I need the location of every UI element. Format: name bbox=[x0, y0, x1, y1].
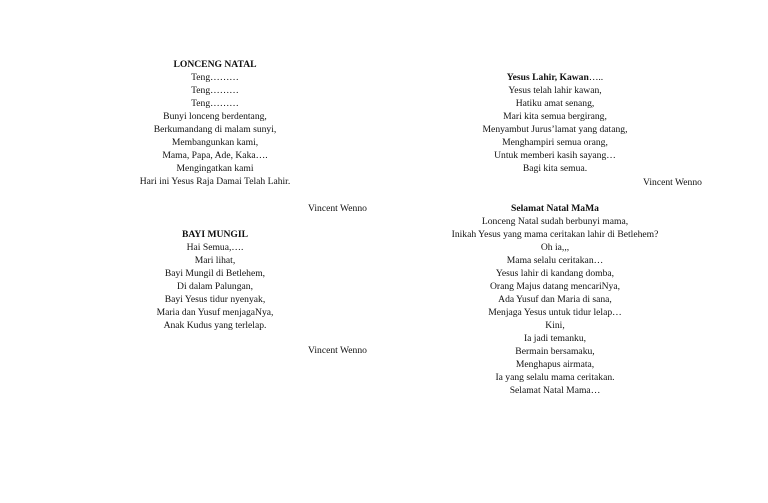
poem-line: Teng……… bbox=[191, 72, 239, 83]
poem-line: Menjaga Yesus untuk tidur lelap… bbox=[488, 307, 622, 318]
poem-line: Menyambut Jurus’lamat yang datang, bbox=[482, 124, 628, 135]
poem-line: Bayi Mungil di Betlehem, bbox=[164, 268, 266, 279]
poem-line: Mama selalu ceritakan… bbox=[506, 255, 604, 266]
poem-line: Di dalam Palungan, bbox=[177, 281, 253, 292]
poem-line: Oh ia,,, bbox=[540, 242, 570, 253]
poem-line: Yesus lahir di kandang domba, bbox=[495, 268, 615, 279]
poem-line: Ia jadi temanku, bbox=[523, 333, 587, 344]
poem-line: Ada Yusuf dan Maria di sana, bbox=[498, 294, 612, 305]
poem-line: Bunyi lonceng berdentang, bbox=[163, 111, 267, 122]
poem-line: Hari ini Yesus Raja Damai Telah Lahir. bbox=[139, 176, 291, 187]
poem-title: BAYI MUNGIL bbox=[181, 229, 248, 240]
poem-line: Menghampiri semua orang, bbox=[502, 137, 608, 148]
poem-line: Mengingatkan kami bbox=[176, 163, 254, 174]
poem-author: Vincent Wenno bbox=[308, 345, 367, 356]
poem-lonceng-natal bbox=[120, 58, 310, 188]
poem-line: Bermain bersamaku, bbox=[515, 346, 595, 357]
poem-author: Vincent Wenno bbox=[643, 177, 702, 188]
poem-line: Untuk memberi kasih sayang… bbox=[494, 150, 616, 161]
poem-bayi-mungil bbox=[120, 228, 310, 332]
poem-line: Kini, bbox=[545, 320, 565, 331]
poem-line: Menghapus airmata, bbox=[515, 359, 595, 370]
poem-line: Bagi kita semua. bbox=[522, 163, 588, 174]
poem-line: Mama, Papa, Ade, Kaka…. bbox=[162, 150, 268, 161]
poem-line: Yesus telah lahir kawan, bbox=[508, 85, 602, 96]
poem-line: Hatiku amat senang, bbox=[515, 98, 595, 109]
poem-title-row bbox=[430, 71, 680, 84]
poem-selamat-natal-mama bbox=[430, 202, 680, 397]
poem-line: Mari kita semua bergirang, bbox=[503, 111, 607, 122]
poem-line: Ia yang selalu mama ceritakan. bbox=[495, 372, 615, 383]
poem-line: Bayi Yesus tidur nyenyak, bbox=[164, 294, 266, 305]
poem-line: Anak Kudus yang terlelap. bbox=[163, 320, 267, 331]
poem-line: Lonceng Natal sudah berbunyi mama, bbox=[481, 216, 629, 227]
poem-line: Berkumandang di malam sunyi, bbox=[153, 124, 277, 135]
poem-title-suffix: ….. bbox=[588, 72, 604, 83]
poem-line: Orang Majus datang mencariNya, bbox=[489, 281, 620, 292]
poem-line: Membangunkan kami, bbox=[171, 137, 259, 148]
poem-author: Vincent Wenno bbox=[308, 203, 367, 214]
poem-title: Yesus Lahir, Kawan bbox=[506, 72, 589, 83]
poem-line: Selamat Natal Mama… bbox=[509, 385, 601, 396]
poem-line: Maria dan Yusuf menjagaNya, bbox=[156, 307, 274, 318]
poem-line: Inikah Yesus yang mama ceritakan lahir di Betlehem? bbox=[451, 229, 659, 240]
poem-title: LONCENG NATAL bbox=[173, 59, 257, 70]
poem-title: Selamat Natal MaMa bbox=[511, 203, 599, 214]
poem-line: Teng……… bbox=[191, 85, 239, 96]
poem-line: Mari lihat, bbox=[194, 255, 236, 266]
poem-line: Hai Semua,…. bbox=[186, 242, 244, 253]
poem-yesus-lahir-kawan bbox=[430, 71, 680, 175]
poem-line: Teng……… bbox=[191, 98, 239, 109]
